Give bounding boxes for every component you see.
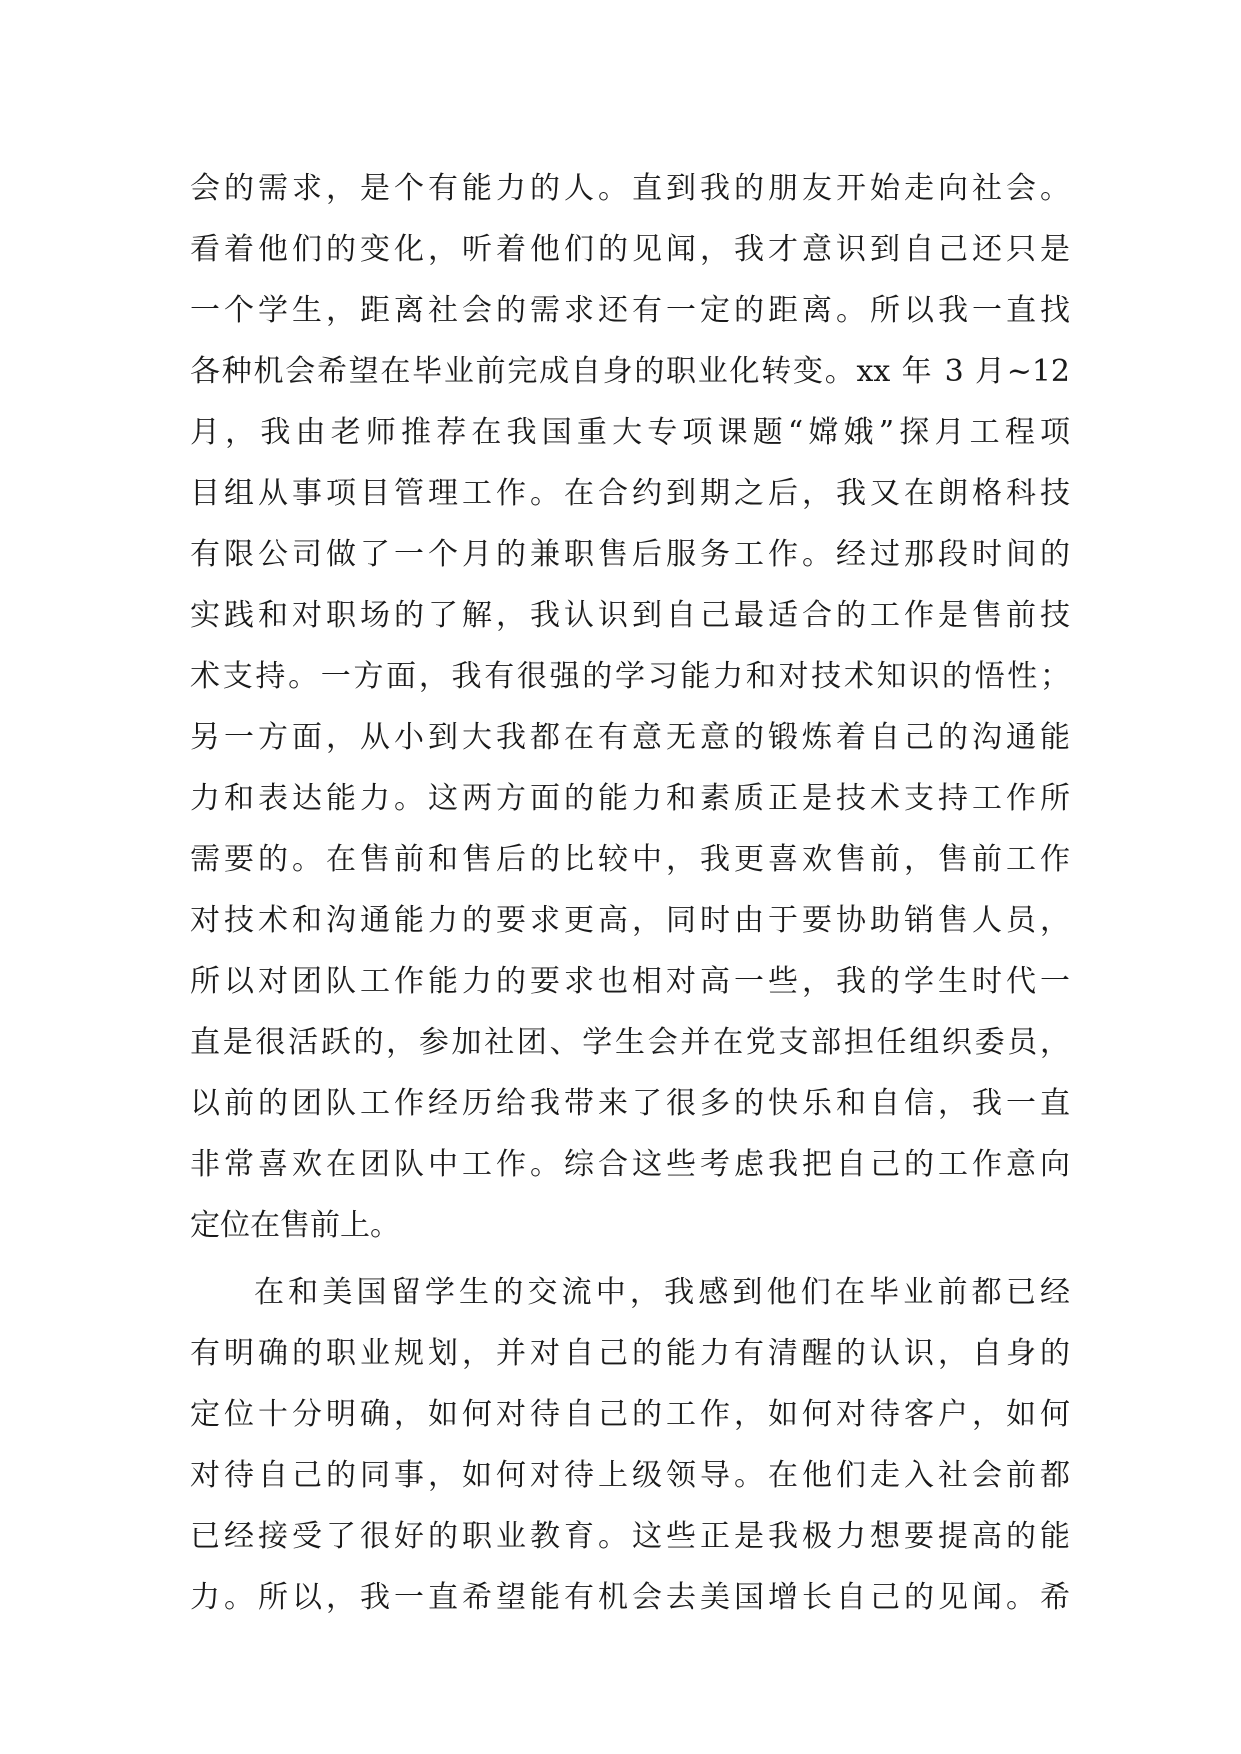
text-line: 对技术和沟通能力的要求更高，同时由于要协助销售人员， xyxy=(190,903,1070,938)
text-line: 一个学生，距离社会的需求还有一定的距离。所以我一直找 xyxy=(190,293,1070,328)
text-line: 术支持。一方面，我有很强的学习能力和对技术知识的悟性； xyxy=(190,659,1070,694)
text-line: 目组从事项目管理工作。在合约到期之后，我又在朗格科技 xyxy=(190,476,1070,511)
text-line: 以前的团队工作经历给我带来了很多的快乐和自信，我一直 xyxy=(190,1086,1070,1121)
text-line: 定位十分明确，如何对待自己的工作，如何对待客户，如何 xyxy=(190,1397,1070,1432)
text-line: 直是很活跃的，参加社团、学生会并在党支部担任组织委员， xyxy=(190,1025,1070,1060)
paragraph-1 xyxy=(190,158,1070,1256)
text-line: 实践和对职场的了解，我认识到自己最适合的工作是售前技 xyxy=(190,598,1070,633)
text-line: 力。所以，我一直希望能有机会去美国增长自己的见闻。希 xyxy=(190,1580,1070,1615)
paragraph-2 xyxy=(190,1262,1070,1628)
text-line: 所以对团队工作能力的要求也相对高一些，我的学生时代一 xyxy=(190,964,1070,999)
text-line: 另一方面，从小到大我都在有意无意的锻炼着自己的沟通能 xyxy=(190,720,1070,755)
text-line: 已经接受了很好的职业教育。这些正是我极力想要提高的能 xyxy=(190,1519,1070,1554)
text-line: 在和美国留学生的交流中，我感到他们在毕业前都已经 xyxy=(254,1275,1070,1310)
text-line: 需要的。在售前和售后的比较中，我更喜欢售前，售前工作 xyxy=(190,842,1070,877)
text-line: 定位在售前上。 xyxy=(190,1208,400,1243)
text-line: 月，我由老师推荐在我国重大专项课题“嫦娥”探月工程项 xyxy=(190,415,1070,450)
text-line: 对待自己的同事，如何对待上级领导。在他们走入社会前都 xyxy=(190,1458,1070,1493)
text-line: 会的需求，是个有能力的人。直到我的朋友开始走向社会。 xyxy=(190,171,1070,206)
text-line: 有明确的职业规划，并对自己的能力有清醒的认识，自身的 xyxy=(190,1336,1070,1371)
text-line: 非常喜欢在团队中工作。综合这些考虑我把自己的工作意向 xyxy=(190,1147,1070,1182)
text-line: 看着他们的变化，听着他们的见闻，我才意识到自己还只是 xyxy=(190,232,1070,267)
text-line: 有限公司做了一个月的兼职售后服务工作。经过那段时间的 xyxy=(190,537,1070,572)
text-line: 力和表达能力。这两方面的能力和素质正是技术支持工作所 xyxy=(190,781,1070,816)
text-line: 各种机会希望在毕业前完成自身的职业化转变。xx 年 3 月~12 xyxy=(190,354,1070,389)
body-text xyxy=(190,158,1070,1628)
